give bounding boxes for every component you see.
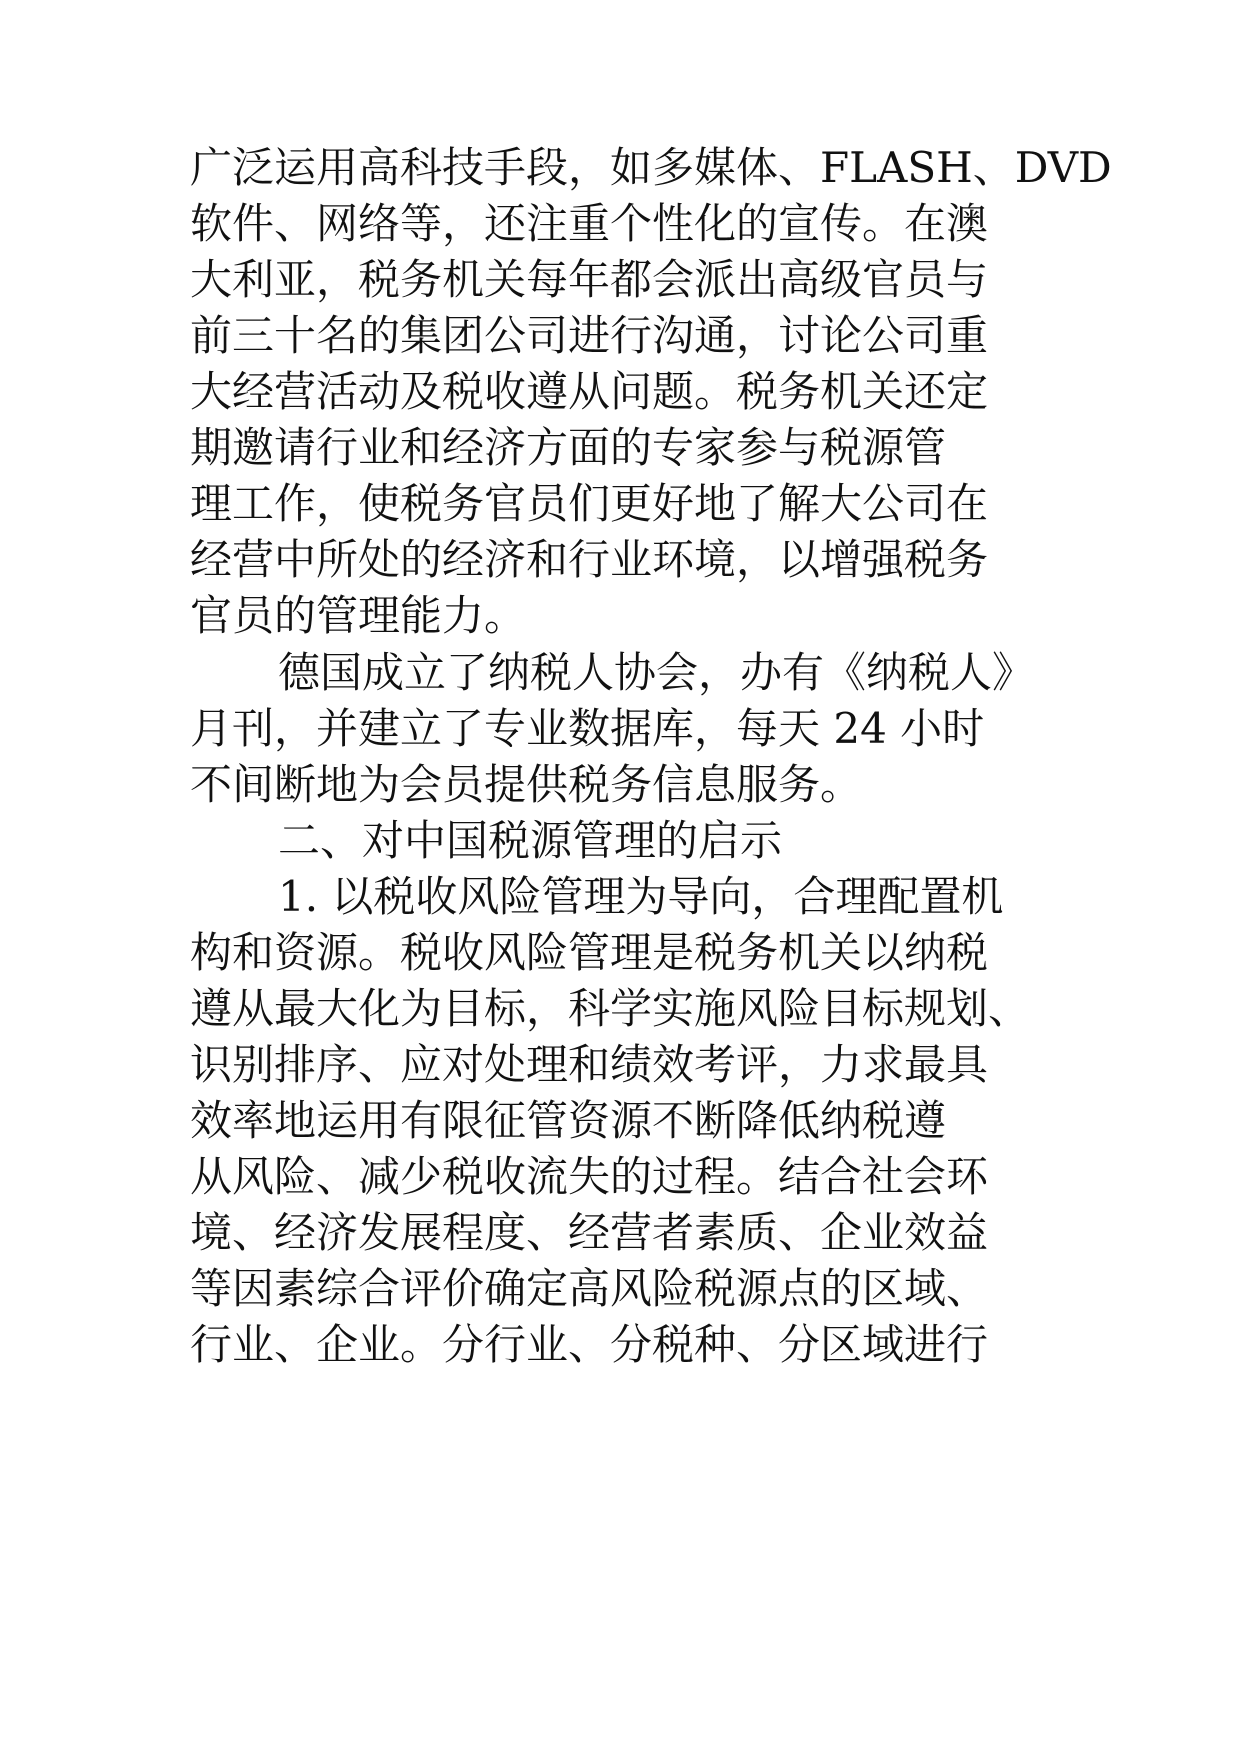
text-line: 软件、网络等，还注重个性化的宣传。在澳: [190, 199, 989, 248]
text-line: 遵从最大化为目标，科学实施风险目标规划、: [190, 984, 1031, 1033]
text-line: 识别排序、应对处理和绩效考评，力求最具: [190, 1040, 989, 1089]
text-line: 等因素综合评价确定高风险税源点的区域、: [190, 1264, 989, 1313]
text-line: 行业、企业。分行业、分税种、分区域进行: [190, 1320, 989, 1369]
text-line: 构和资源。税收风险管理是税务机关以纳税: [190, 928, 989, 977]
paragraph-start-line: 德国成立了纳税人协会，办有《纳税人》: [278, 648, 1035, 697]
text-line: 前三十名的集团公司进行沟通，讨论公司重: [190, 311, 989, 360]
text-line: 大经营活动及税收遵从问题。税务机关还定: [190, 367, 989, 416]
paragraph-start-line: 1. 以税收风险管理为导向，合理配置机: [278, 872, 1004, 921]
text-line: 从风险、减少税收流失的过程。结合社会环: [190, 1152, 989, 1201]
text-line: 月刊，并建立了专业数据库，每天 24 小时: [190, 704, 985, 753]
text-line: 效率地运用有限征管资源不断降低纳税遵: [190, 1096, 947, 1145]
text-line: 期邀请行业和经济方面的专家参与税源管: [190, 423, 947, 472]
section-heading: 二、对中国税源管理的启示: [278, 816, 783, 865]
text-line: 境、经济发展程度、经营者素质、企业效益: [190, 1208, 989, 1257]
text-line: 经营中所处的经济和行业环境，以增强税务: [190, 535, 989, 584]
text-line: 不间断地为会员提供税务信息服务。: [190, 760, 863, 809]
text-line: 官员的管理能力。: [190, 591, 527, 640]
text-line: 理工作，使税务官员们更好地了解大公司在: [190, 479, 989, 528]
text-line: 大利亚，税务机关每年都会派出高级官员与: [190, 255, 989, 304]
text-line: 广泛运用高科技手段，如多媒体、FLASH、DVD: [190, 143, 1112, 192]
